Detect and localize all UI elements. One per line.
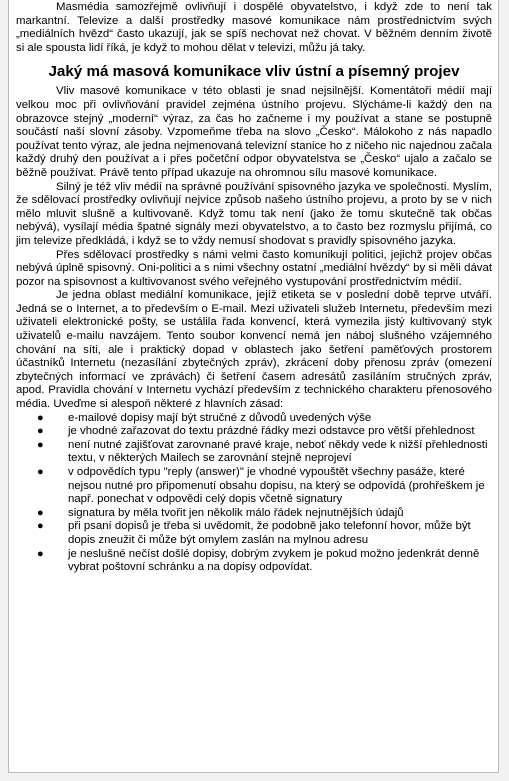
- list-item: ● signatura by měla tvořit jen několik málo řádek nejnutnějších údajů: [37, 506, 404, 519]
- intro-paragraph: Masmédia samozřejmě ovlivňují i dospělé obyvatelstvo, i když zde to není tak markantní. Televize a další prostředky masové komunikace nám prostřednictvím svých „mediálních hvězd“ často ukazují, jak se spíš nechovat než chovat. V běžném denním životě si ale spousta lidí říká, je když to mohou dělat v televizi, můžu já taky.: [16, 1, 492, 54]
- list-item: ● při psaní dopisů je třeba si uvědomit, že podobně jako telefonní hovor, může být dopis zneužit či může být omylem zaslán na mylnou adresu: [37, 520, 471, 546]
- paragraph-politicians: Přes sdělovací prostředky s námi velmi často komunikují politici, jejichž projev občas nebývá úplně spisovný. Oni-politici a s nimi všechny ostatní „mediální hvězdy“ by si měli dávat pozor na spisovnost a kultivovanost svého veřejného vystupování prostřednictvím médií.: [16, 248, 492, 288]
- bullet-icon: ●: [37, 506, 44, 519]
- list-item: ● e-mailové dopisy mají být stručné z důvodů uvedených výše: [37, 411, 372, 424]
- list-item: ● není nutné zajišťovat zarovnané pravé kraje, neboť někdy vede k nižší přehlednosti textu, v některých Mailech se zarovnání stejně neprojeví: [37, 438, 488, 465]
- bullet-icon: ●: [37, 411, 44, 424]
- paragraph-media-influence: Vliv masové komunikace v této oblasti je snad nejsilnější. Komentátoři médií mají velkou moc při ovlivňování pravidel zejména ústního projevu. Slýcháme-li každý den na obrazovce stejný „moderní“ výraz, za čas ho začneme i my používat a stane se postupně součástí naší slovní zásoby. Vzpomeňme třeba na slovo „Česko“. Málokoho z nás napadlo používat tento výraz, ale jedna nejmenovaná televizní stanice ho z ničeho nic najednou začala každý druhý den používat a i přes početční odpor obyvatelstva se „Česko“ ujalo a začalo se běžně používat. Právě tento případ ukazuje na ohromnou sílu masové komunikace.: [16, 85, 492, 179]
- paragraph-standard-language: Silný je též vliv médií na správné používání spisovného jazyka ve společnosti. Myslím, že sdělovací prostředky ovlivňují nejvíce způsob našeho ústního projevu, a proto by se v nich mělo mluvit slušně a kultivovaně. Když tomu tak není (jako že tomu skutečně tak občas nebývá), vysílají média špatné signály mezi obyvatelstvo, a to často bez rozmyslu přijímá, co jim televize předkládá, i když se to vždy nemusí shodovat s pravidly spisovného jazyka.: [16, 180, 492, 247]
- bullet-icon: ●: [37, 438, 44, 451]
- email-rules-list: [16, 412, 492, 575]
- list-item: ● je neslušné nečíst došlé dopisy, dobrým zvykem je pokud možno jedenkrát denně vybrat poštovní schránku a na dopisy odpovídat.: [37, 547, 480, 574]
- bullet-icon: ●: [37, 547, 44, 560]
- document-body: [16, 1, 492, 575]
- section-heading: Jaký má masová komunikace vliv ústní a písemný projev: [48, 63, 460, 81]
- bullet-icon: ●: [37, 520, 44, 533]
- bullet-icon: ●: [37, 425, 44, 438]
- bullet-icon: ●: [37, 466, 44, 478]
- document-page: [8, 0, 499, 773]
- list-item: ● v odpovědích typu "reply (answer)" je vhodné vypouštět všechny pasáže, které nejsou nutné pro připomenutí obsahu dopisu, na který se odpovídá (prohřeškem je např. ponechat v odpovědi celý dopis včetně signatury: [37, 466, 485, 506]
- list-item: ● je vhodné zařazovat do textu prázdné řádky mezi odstavce pro větší přehlednost: [37, 425, 475, 438]
- paragraph-internet-email: Je jedna oblast mediální komunikace, jejíž etiketa se v poslední době teprve utváří. Jedná se o Internet, a to především o E-mail. Mezi uživateli služeb Internetu, především mezi uživateli elektronické pošty, se ustálila řada konvencí, která vymezila jistý kultivovaný styk uživatelů e-mailu navzájem. Tento soubor konvencí nemá jen náboj slušného vzájemného chování na síti, ale i praktický dopad v oblastech jako šetření paměťových prostorem účastníků Internetu (nezasílání zbytečných zpráv), zkrácení doby přenosu zpráv (omezení zbytečných informací ve zprávách) či šetření časem adresátů zasíláním stručných zpráv, apod. Pravidla chování v Internetu vychází především z technického charakteru přenosového média. Uveďme si alespoň některé z hlavních zásad:: [16, 289, 492, 411]
